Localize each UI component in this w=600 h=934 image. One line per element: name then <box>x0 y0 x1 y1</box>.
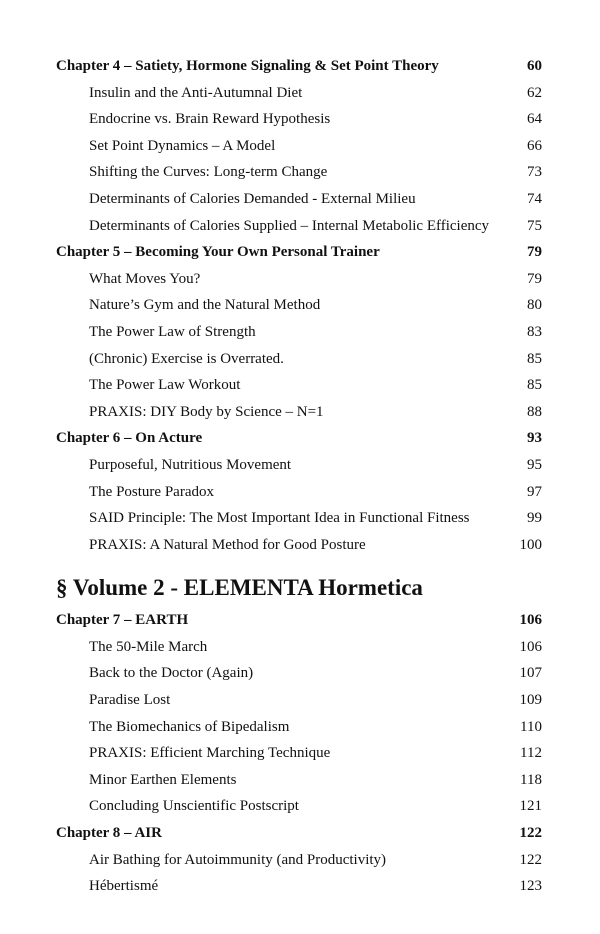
toc-entry-title: Determinants of Calories Supplied – Internal Metabolic Efficiency <box>89 217 490 234</box>
toc-chapter-entry[interactable] <box>56 425 542 452</box>
toc-entry-title: The 50-Mile March <box>89 638 208 655</box>
toc-entry-page-number: 97 <box>527 483 542 500</box>
toc-entry-title: PRAXIS: A Natural Method for Good Posture <box>89 536 366 553</box>
toc-section-entry[interactable] <box>56 873 542 900</box>
toc-section-entry[interactable] <box>56 319 542 346</box>
toc-entry-title: Chapter 6 – On Acture <box>56 430 203 447</box>
toc-chapter-entry[interactable] <box>56 239 542 266</box>
toc-entry-page-number: 60 <box>527 58 542 74</box>
toc-entry-page-number: 80 <box>527 297 542 314</box>
toc-entry-title: Hébertismé <box>89 878 159 895</box>
toc-entry-page-number: 79 <box>527 270 542 287</box>
toc-entry-page-number: 107 <box>519 665 542 682</box>
toc-entry-title: Chapter 7 – EARTH <box>56 612 189 629</box>
toc-entry-page-number: 62 <box>527 84 542 101</box>
toc-entry-page-number: 123 <box>519 878 542 895</box>
toc-group-volume-1 <box>56 53 542 558</box>
toc-entry-title: The Power Law of Strength <box>89 323 256 340</box>
toc-section-entry[interactable] <box>56 372 542 399</box>
toc-entry-title: What Moves You? <box>89 270 201 287</box>
toc-entry-title: The Posture Paradox <box>89 483 214 500</box>
toc-entry-title: Insulin and the Anti-Autumnal Diet <box>89 84 303 101</box>
toc-entry-page-number: 112 <box>520 745 542 762</box>
toc-entry-page-number: 106 <box>519 638 542 655</box>
toc-section-entry[interactable] <box>56 847 542 874</box>
toc-entry-page-number: 100 <box>519 536 542 553</box>
toc-section-entry[interactable] <box>56 80 542 107</box>
toc-section-entry[interactable] <box>56 479 542 506</box>
toc-entry-title: Chapter 5 – Becoming Your Own Personal Trainer <box>56 244 380 261</box>
table-of-contents <box>56 53 542 900</box>
toc-entry-page-number: 79 <box>527 244 542 261</box>
toc-entry-page-number: 121 <box>519 798 542 815</box>
toc-section-entry[interactable] <box>56 505 542 532</box>
toc-entry-title: Minor Earthen Elements <box>89 771 237 788</box>
toc-entry-title: Determinants of Calories Demanded - External Milieu <box>89 190 416 207</box>
toc-section-entry[interactable] <box>56 714 542 741</box>
toc-entry-page-number: 66 <box>527 137 542 154</box>
toc-entry-page-number: 73 <box>527 164 542 181</box>
toc-entry-title: SAID Principle: The Most Important Idea in Functional Fitness <box>89 510 470 527</box>
toc-section-entry[interactable] <box>56 687 542 714</box>
toc-entry-page-number: 106 <box>519 612 542 629</box>
toc-chapter-entry[interactable] <box>56 607 542 634</box>
toc-entry-page-number: 83 <box>527 323 542 340</box>
toc-entry-page-number: 74 <box>527 190 542 207</box>
toc-entry-title: PRAXIS: Efficient Marching Technique <box>89 745 331 762</box>
toc-entry-page-number: 88 <box>527 403 542 420</box>
toc-entry-title: Paradise Lost <box>89 692 171 709</box>
toc-section-entry[interactable] <box>56 292 542 319</box>
toc-section-entry[interactable] <box>56 186 542 213</box>
toc-entry-page-number: 95 <box>527 456 542 473</box>
toc-entry-page-number: 109 <box>519 692 542 709</box>
toc-entry-title: Air Bathing for Autoimmunity (and Productivity) <box>89 851 387 868</box>
toc-entry-page-number: 122 <box>519 851 542 868</box>
toc-section-entry[interactable] <box>56 634 542 661</box>
toc-section-entry[interactable] <box>56 133 542 160</box>
toc-entry-page-number: 93 <box>527 430 542 447</box>
toc-section-entry[interactable] <box>56 399 542 426</box>
toc-entry-title: The Power Law Workout <box>89 377 241 394</box>
toc-entry-title: Chapter 8 – AIR <box>56 825 162 842</box>
volume-heading: § Volume 2 - ELEMENTA Hormetica <box>56 575 423 601</box>
toc-entry-title: PRAXIS: DIY Body by Science – N=1 <box>89 403 324 420</box>
toc-section-entry[interactable] <box>56 346 542 373</box>
toc-section-entry[interactable] <box>56 452 542 479</box>
toc-section-entry[interactable] <box>56 767 542 794</box>
toc-entry-title: Nature’s Gym and the Natural Method <box>89 297 321 314</box>
toc-section-entry[interactable] <box>56 740 542 767</box>
toc-section-entry[interactable] <box>56 532 542 559</box>
toc-entry-title: (Chronic) Exercise is Overrated. <box>89 350 284 367</box>
toc-entry-page-number: 64 <box>527 111 542 128</box>
toc-section-entry[interactable] <box>56 213 542 240</box>
toc-chapter-entry[interactable] <box>56 820 542 847</box>
toc-entry-page-number: 110 <box>520 718 542 735</box>
toc-entry-page-number: 85 <box>527 377 542 394</box>
toc-entry-page-number: 85 <box>527 350 542 367</box>
toc-section-entry[interactable] <box>56 266 542 293</box>
toc-entry-title: Chapter 4 – Satiety, Hormone Signaling & Set Point Theory <box>56 58 439 74</box>
toc-chapter-entry[interactable] <box>56 53 542 80</box>
toc-section-entry[interactable] <box>56 660 542 687</box>
toc-entry-page-number: 99 <box>527 510 542 527</box>
toc-entry-title: Endocrine vs. Brain Reward Hypothesis <box>89 111 331 128</box>
toc-entry-page-number: 118 <box>520 771 542 788</box>
toc-entry-title: Concluding Unscientific Postscript <box>89 798 299 815</box>
toc-entry-title: Shifting the Curves: Long-term Change <box>89 164 328 181</box>
toc-section-entry[interactable] <box>56 106 542 133</box>
toc-entry-page-number: 75 <box>527 217 542 234</box>
toc-group-volume-2 <box>56 607 542 900</box>
toc-entry-title: The Biomechanics of Bipedalism <box>89 718 290 735</box>
toc-section-entry[interactable] <box>56 159 542 186</box>
toc-entry-page-number: 122 <box>519 825 542 842</box>
toc-entry-title: Purposeful, Nutritious Movement <box>89 456 292 473</box>
toc-entry-title: Back to the Doctor (Again) <box>89 665 254 682</box>
toc-entry-title: Set Point Dynamics – A Model <box>89 137 276 154</box>
toc-section-entry[interactable] <box>56 793 542 820</box>
